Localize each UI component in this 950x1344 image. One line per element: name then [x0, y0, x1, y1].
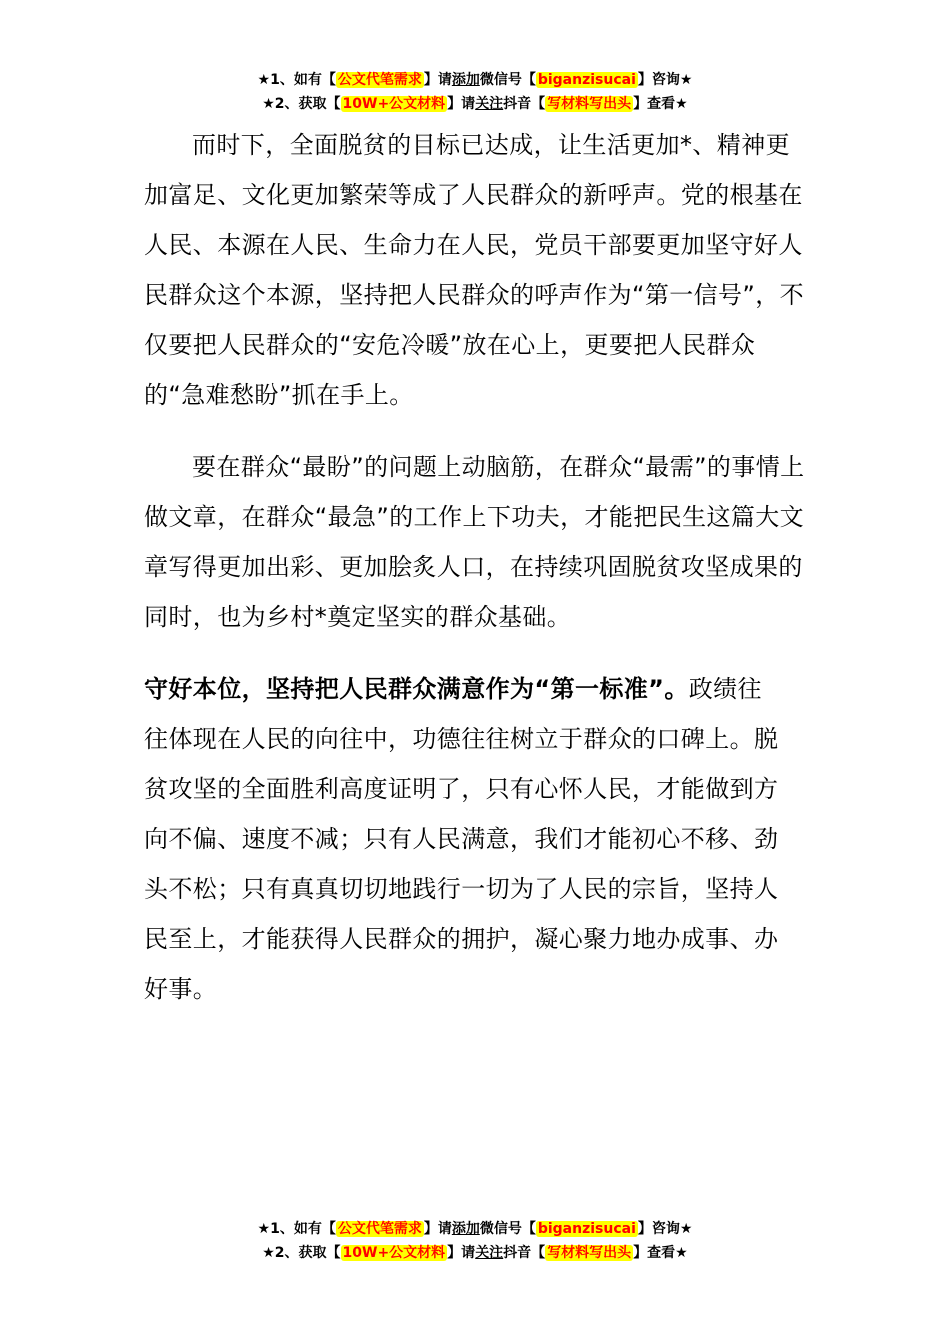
highlight-douyin-account: 写材料写出头	[547, 1245, 632, 1261]
paragraph-3	[144, 664, 784, 1014]
footer-ad-line-1	[0, 1217, 950, 1241]
underlined-add: 添加	[451, 72, 480, 88]
paragraph-1: 而时下，全面脱贫的目标已达成，让生活更加*、精神更加富足、文化更加繁荣等成了人民群众的新呼声。党的根基在人民、本源在人民、生命力在人民，党员干部要更加坚守好人民群众这个本源，坚持把人民群众的呼声作为“第一信号”，不仅要把人民群众的“安危冷暖”放在心上，更要把人民群众的“急难愁盼”抓在手上。	[144, 131, 805, 409]
header-ad-text: 】查看★	[633, 96, 688, 112]
highlight-service: 公文代笔需求	[337, 1221, 422, 1237]
paragraph-2: 要在群众“最盼”的问题上动脑筋，在群众“最需”的事情上做文章，在群众“最急”的工作上下功夫，才能把民生这篇大文章写得更加出彩、更加脍炙人口，在持续巩固脱贫攻坚成果的同时，也为乡村*奠定坚实的群众基础。	[144, 453, 805, 631]
highlight-douyin-account: 写材料写出头	[547, 96, 632, 112]
footer-ad-text: 】咨询★	[637, 1221, 693, 1237]
header-ad-text: 抖音【	[503, 96, 546, 112]
header-ad-text: ★2、获取【	[262, 96, 341, 112]
highlight-materials: 10W+公文材料	[342, 1245, 446, 1261]
footer-ad-banner	[0, 1217, 950, 1265]
footer-ad-text: 抖音【	[503, 1245, 546, 1261]
underlined-follow: 关注	[475, 1245, 504, 1261]
highlight-service: 公文代笔需求	[337, 72, 422, 88]
header-ad-text: 】请	[423, 72, 452, 88]
header-ad-text: 微信号【	[479, 72, 536, 88]
paragraph-3-text: 政绩往往体现在人民的向往中，功德往往树立于群众的口碑上。脱贫攻坚的全面胜利高度证明了，只有心怀人民，才能做到方向不偏、速度不减；只有人民满意，我们才能初心不移、劲头不松；只有真真切切地践行一切为了人民的宗旨，坚持人民至上，才能获得人民群众的拥护，凝心聚力地办成事、办好事。	[144, 675, 779, 1003]
header-ad-text: 】咨询★	[637, 72, 693, 88]
underlined-follow: 关注	[475, 96, 504, 112]
footer-ad-text: 】请	[423, 1221, 452, 1237]
highlight-wechat-id: biganzisucai	[537, 72, 636, 88]
underlined-add: 添加	[451, 1221, 480, 1237]
header-ad-banner	[0, 68, 950, 116]
header-ad-line-2	[0, 92, 950, 116]
footer-ad-text: 】请	[447, 1245, 476, 1261]
header-ad-text: ★1、如有【	[257, 72, 336, 88]
footer-ad-text: ★2、获取【	[262, 1245, 341, 1261]
highlight-wechat-id: biganzisucai	[537, 1221, 636, 1237]
paragraph-3-heading: 守好本位，坚持把人民群众满意作为“第一标准”。	[144, 675, 689, 703]
header-ad-text: 】请	[447, 96, 476, 112]
footer-ad-text: ★1、如有【	[257, 1221, 336, 1237]
header-ad-line-1	[0, 68, 950, 92]
footer-ad-line-2	[0, 1241, 950, 1265]
highlight-materials: 10W+公文材料	[342, 96, 446, 112]
footer-ad-text: 微信号【	[479, 1221, 536, 1237]
footer-ad-text: 】查看★	[633, 1245, 688, 1261]
document-body	[144, 120, 808, 1014]
